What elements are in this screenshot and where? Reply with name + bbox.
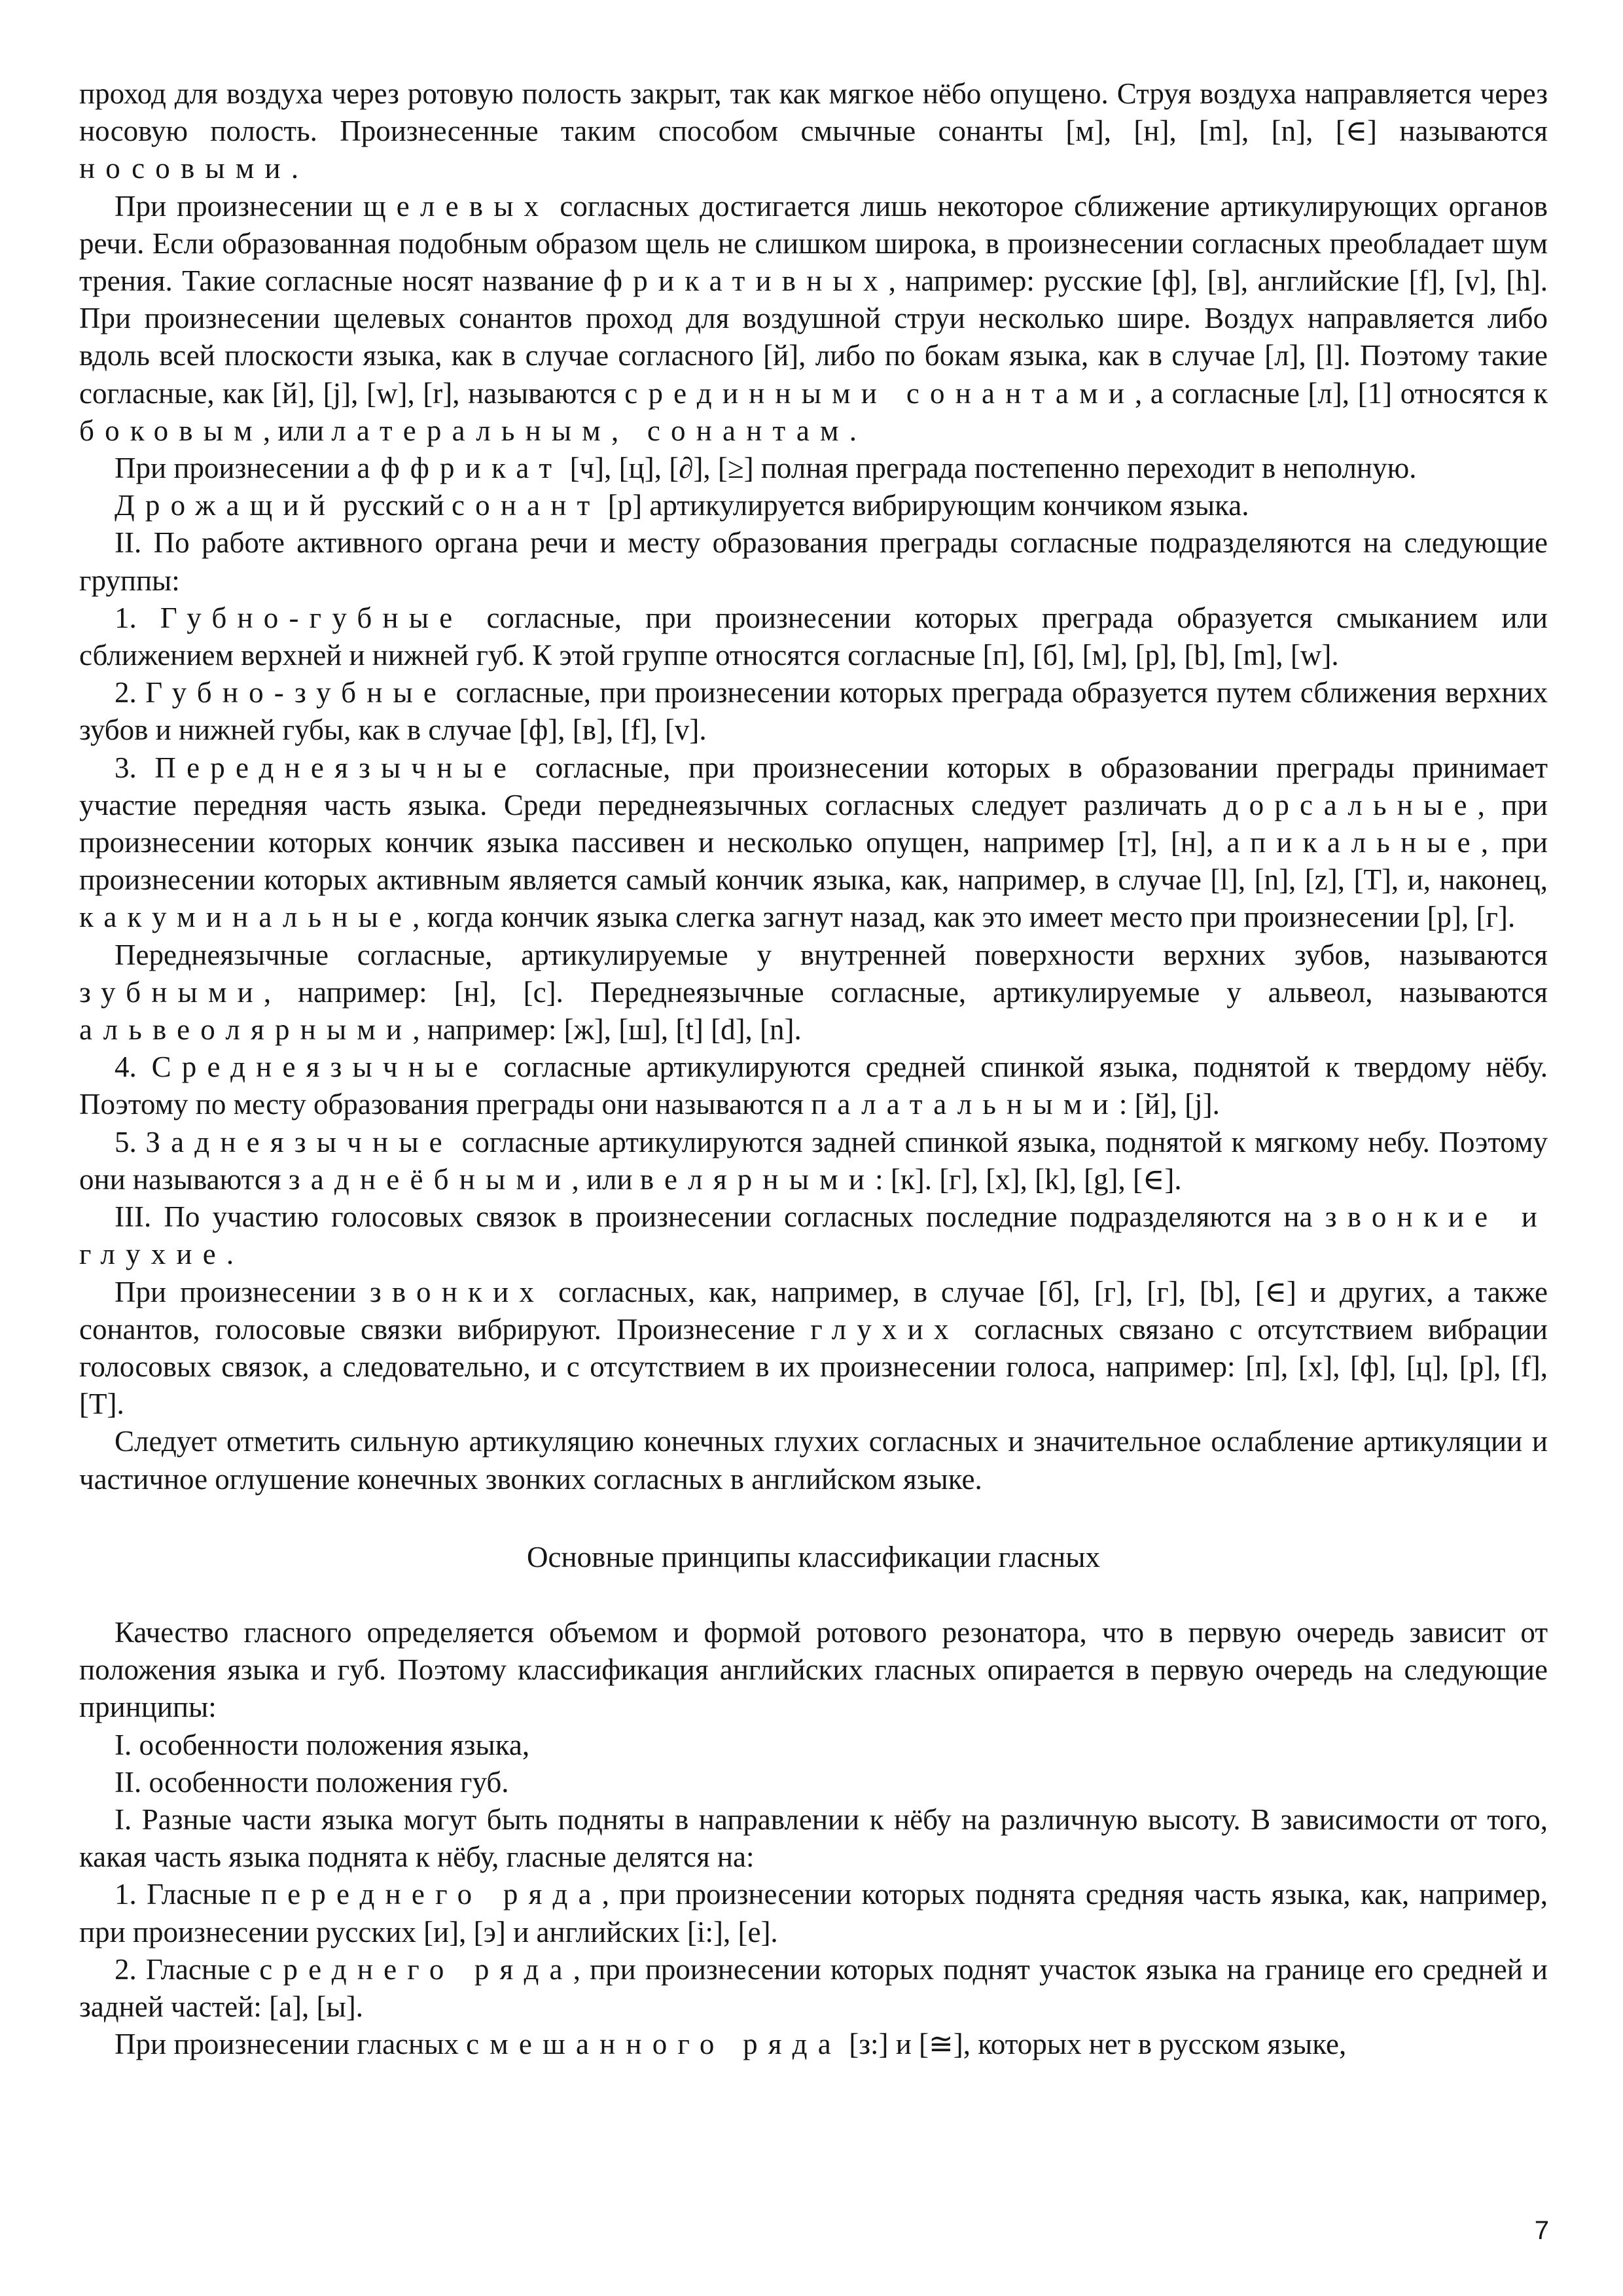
text-run: , а согласные [л], [1] относятся к	[1135, 376, 1548, 410]
text-run: согласные артикулируются задней спинкой языка, поднятой к мягкому небу. Поэтому они называются	[79, 1125, 1548, 1196]
spaced-term: фрикативных	[603, 264, 889, 298]
spaced-term: носовыми	[79, 152, 291, 185]
text-run: , или	[262, 414, 332, 447]
text-run: , когда кончик языка слегка загнут назад, как это имеет место при произнесении [р], [г].	[412, 901, 1516, 934]
text-run: 2.	[115, 676, 146, 709]
spaced-term: альвеолярными	[79, 1013, 413, 1047]
paragraph	[79, 1124, 1548, 1198]
text-run: согласных достигается лишь некоторое сближение артикулирующих органов речи. Если образованная подобным образом щель не слишком широка, в произнесении согласных преобладает шум трения. Такие согласные носят название	[79, 189, 1548, 298]
paragraph	[79, 487, 1548, 524]
spaced-term: велярными	[639, 1162, 876, 1196]
spaced-term: Заднеязычные	[145, 1125, 453, 1158]
text-run: III. По участию голосовых связок в произнесении согласных последние подразделяются на	[115, 1200, 1325, 1234]
text-run: , или	[571, 1162, 640, 1196]
spaced-term: дорсальные	[1223, 788, 1478, 821]
spaced-term: Дрожащий	[115, 489, 336, 522]
spaced-term: среднего ряда	[259, 1952, 573, 1986]
spaced-term: звонкие и глухие	[79, 1200, 1548, 1271]
spaced-term: латеральным, сонантам	[331, 414, 849, 447]
text-run: русский	[336, 489, 452, 522]
text-run: .	[849, 414, 857, 447]
spaced-term: срединными сонантами	[624, 376, 1135, 410]
text-run: 2. Гласные	[115, 1952, 260, 1986]
text-run: : [к]. [г], [х], [k], [g], [∈].	[875, 1162, 1182, 1196]
text-run: проход для воздуха через ротовую полость закрыт, так как мягкое нёбо опущено. Струя воздуха направляется через носовую полость. Произнесенные таким способом смычные сонанты [м], [н], [m], [n], [∈] называются	[79, 77, 1548, 148]
text-run: 4.	[115, 1050, 152, 1084]
text-run: .	[226, 1238, 234, 1271]
text-run: Качество гласного определяется объемом и формой ротового резонатора, что в первую очередь зависит от положения языка и губ. Поэтому классификация английских гласных опирается в первую очередь на следующие принципы:	[79, 1615, 1548, 1724]
text-run: 3.	[115, 751, 155, 784]
text-run: Следует отметить сильную артикуляцию конечных глухих согласных и значительное ослабление артикуляции и частичное оглушение конечных звонких согласных в английском языке.	[79, 1425, 1548, 1496]
text-run: При произнесении	[115, 189, 363, 223]
paragraph	[79, 937, 1548, 1049]
paragraph	[79, 1274, 1548, 1424]
paragraph	[79, 75, 1548, 188]
paragraph	[79, 1876, 1548, 1950]
spaced-term: переднего ряда	[260, 1878, 602, 1911]
text-run: согласных связано с отсутствием вибрации голосовых связок, а следовательно, и с отсутствием в их произнесении голоса, например: [п], [х], [ф], [ц], [р], [f], [T].	[79, 1312, 1548, 1421]
text-run: согласные, при произнесении которых преграда образуется смыканием или сближением верхней и нижней губ. К этой группе относятся согласные [п], [б], [м], [р], [b], [m], [w].	[79, 601, 1548, 672]
spaced-term: щелевых	[363, 189, 550, 223]
text-run: [з:] и [≅], которых нет в русском языке,	[841, 2028, 1347, 2061]
spaced-term: какуминальные	[79, 901, 413, 934]
document-page	[79, 75, 1548, 2063]
consonants-section	[79, 75, 1548, 1498]
text-run: II. По работе активного органа речи и месту образования преграды согласные подразделяются на следующие группы:	[79, 526, 1548, 597]
paragraph	[79, 450, 1548, 487]
paragraph	[79, 1198, 1548, 1273]
text-run: [ч], [ц], [∂], [≥] полная преграда постепенно переходит в неполную.	[562, 452, 1417, 485]
spaced-term: заднеёбными	[288, 1162, 572, 1196]
spaced-term: палатальными	[811, 1088, 1119, 1121]
paragraph	[79, 1727, 1548, 1764]
spaced-term: Губно-губные	[160, 601, 463, 634]
paragraph	[79, 1764, 1548, 1801]
spaced-term: Среднеязычные	[151, 1050, 489, 1084]
text-run: , например: русские [ф], [в], английские [f], [v], [h]. При произнесении щелевых сонантов проход для воздушной струи несколько шире. Воздух направляется либо вдоль всей плоскости языка, как в случае согласного [й], либо по бокам языка, как в случае [л], [l]. Поэтому такие согласные, как [й], [j], [w], [r], называются	[79, 264, 1548, 410]
text-run: согласные, при произнесении которых преграда образуется путем сближения верхних зубов и нижней губы, как в случае [ф], [в], [f], [v].	[79, 676, 1548, 747]
spaced-term: Переднеязычные	[154, 751, 518, 784]
spaced-term: сонант	[451, 489, 601, 522]
spaced-term: аффрикат	[357, 452, 563, 485]
text-run: , например: [ж], [ш], [t] [d], [n].	[412, 1013, 802, 1047]
paragraph	[79, 188, 1548, 450]
paragraph	[79, 600, 1548, 674]
spaced-term: боковым	[79, 414, 263, 447]
text-run: 1.	[115, 601, 160, 634]
spaced-term: глухих	[810, 1312, 959, 1346]
text-run: , при произнесении которых активным является самый кончик языка, как, например, в случае [l], [n], [z], [T], и, наконец,	[79, 826, 1548, 897]
text-run: [р] артикулируется вибрирующим кончиком языка.	[600, 489, 1249, 522]
vowels-section	[79, 1614, 1548, 2063]
spaced-term: Губно-зубные	[145, 676, 448, 709]
paragraph	[79, 1049, 1548, 1123]
text-run: , при произнесении которых поднят участок языка на границе его средней и задней частей: [а], [ы].	[79, 1952, 1548, 2023]
paragraph	[79, 1614, 1548, 1727]
paragraph	[79, 674, 1548, 749]
text-run: I. Разные части языка могут быть подняты в направлении к нёбу на различную высоту. В зависимости от того, какая часть языка поднята к нёбу, гласные делятся на:	[79, 1803, 1548, 1874]
spaced-term: смешанного ряда	[466, 2028, 842, 2061]
paragraph	[79, 524, 1548, 599]
text-run: 1. Гласные	[115, 1878, 261, 1911]
text-run: I. особенности положения языка,	[115, 1728, 530, 1761]
paragraph	[79, 1423, 1548, 1498]
paragraph	[79, 1801, 1548, 1876]
paragraph	[79, 1951, 1548, 2026]
text-run: При произнесении	[115, 1275, 370, 1308]
text-run: согласные, при произнесении которых в образовании преграды принимает участие передняя часть языка. Среди переднеязычных согласных следует различать	[79, 751, 1548, 821]
page-number: 7	[1534, 2216, 1549, 2245]
spaced-term: звонких	[369, 1275, 545, 1308]
spaced-term: зубными	[79, 975, 264, 1009]
text-run: , при произнесении которых поднята средняя часть языка, как, например, при произнесении русских [и], [э] и английских [i:], [e].	[79, 1878, 1548, 1948]
text-run: II. особенности положения губ.	[115, 1765, 509, 1799]
section-heading: Основные принципы классификации гласных	[527, 1540, 1100, 1573]
text-run: При произнесении	[115, 452, 357, 485]
text-run: согласных, как, например, в случае [б], [г], [г], [b], [∈] и других, а также сонантов, голосовые связки вибрируют. Произнесение	[79, 1275, 1548, 1346]
text-run: При произнесении гласных	[115, 2028, 467, 2061]
text-run: согласные артикулируются средней спинкой языка, поднятой к твердому нёбу. Поэтому по месту образования преграды они называются	[79, 1050, 1548, 1121]
text-run: .	[291, 152, 299, 185]
spaced-term: апикальные	[1226, 826, 1481, 859]
text-run: 5.	[115, 1125, 146, 1158]
paragraph	[79, 749, 1548, 937]
text-run: : [й], [j].	[1118, 1088, 1220, 1121]
text-run: Переднеязычные согласные, артикулируемые у внутренней поверхности верхних зубов, называются	[115, 938, 1548, 971]
text-run: , при произнесении которых кончик языка пассивен и несколько опущен, например [т], [н],	[79, 788, 1548, 859]
text-run: , например: [н], [с]. Переднеязычные согласные, артикулируемые у альвеол, называются	[263, 975, 1548, 1009]
paragraph	[79, 2026, 1548, 2063]
